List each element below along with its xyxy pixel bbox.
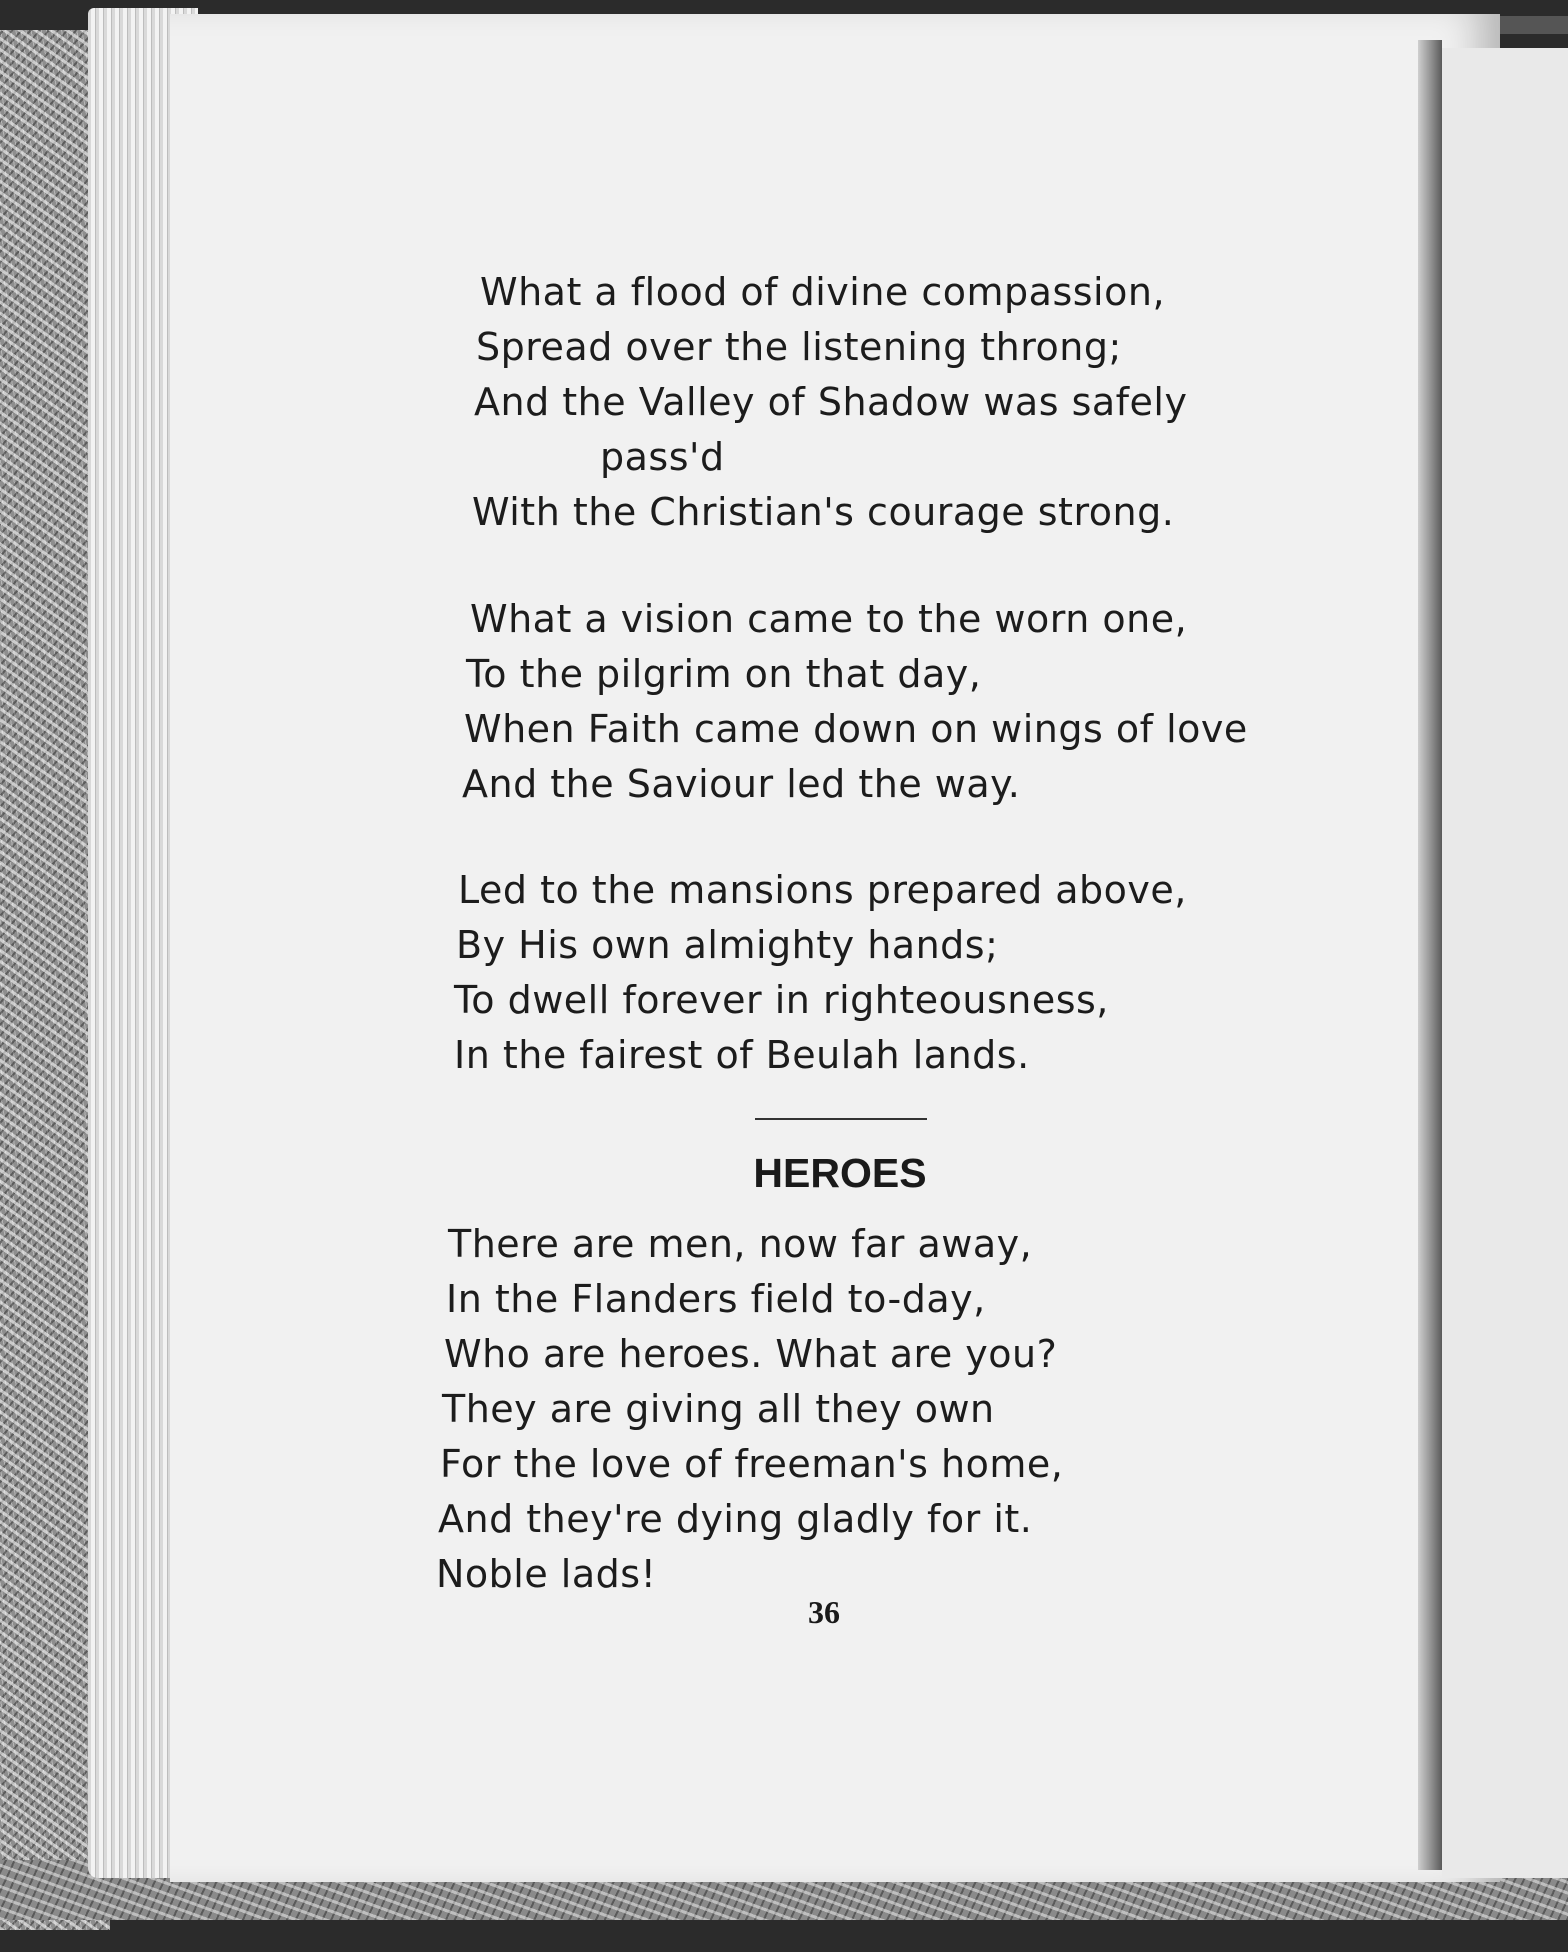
poem-line: When Faith came down on wings of love — [464, 707, 1248, 751]
poem-line: For the love of freeman's home, — [440, 1442, 1064, 1486]
poem-line: And the Saviour led the way. — [462, 762, 1021, 806]
poem-line: To dwell forever in righteousness, — [454, 978, 1109, 1022]
poem-line: In the fairest of Beulah lands. — [454, 1033, 1030, 1077]
poem-line: There are men, now far away, — [448, 1222, 1033, 1266]
page-number: 36 — [808, 1594, 840, 1630]
poem-line: What a flood of divine compassion, — [480, 270, 1166, 314]
poem-line-continuation: pass'd — [600, 435, 725, 479]
poem-line: Led to the mansions prepared above, — [458, 868, 1187, 912]
poem-line: By His own almighty hands; — [456, 923, 999, 967]
poem-line: And they're dying gladly for it. — [438, 1497, 1033, 1541]
poem-line: To the pilgrim on that day, — [466, 652, 982, 696]
poem-line: Who are heroes. What are you? — [444, 1332, 1058, 1376]
poem-line: What a vision came to the worn one, — [470, 597, 1188, 641]
poem-line: They are giving all they own — [442, 1387, 995, 1431]
poem-line: In the Flanders field to-day, — [446, 1277, 986, 1321]
poem-title: HEROES — [753, 1150, 927, 1196]
poem-line: Noble lads! — [436, 1552, 657, 1596]
poem-line: And the Valley of Shadow was safely — [474, 380, 1188, 424]
poem-line: With the Christian's courage strong. — [472, 490, 1175, 534]
poem-line: Spread over the listening throng; — [476, 325, 1122, 369]
